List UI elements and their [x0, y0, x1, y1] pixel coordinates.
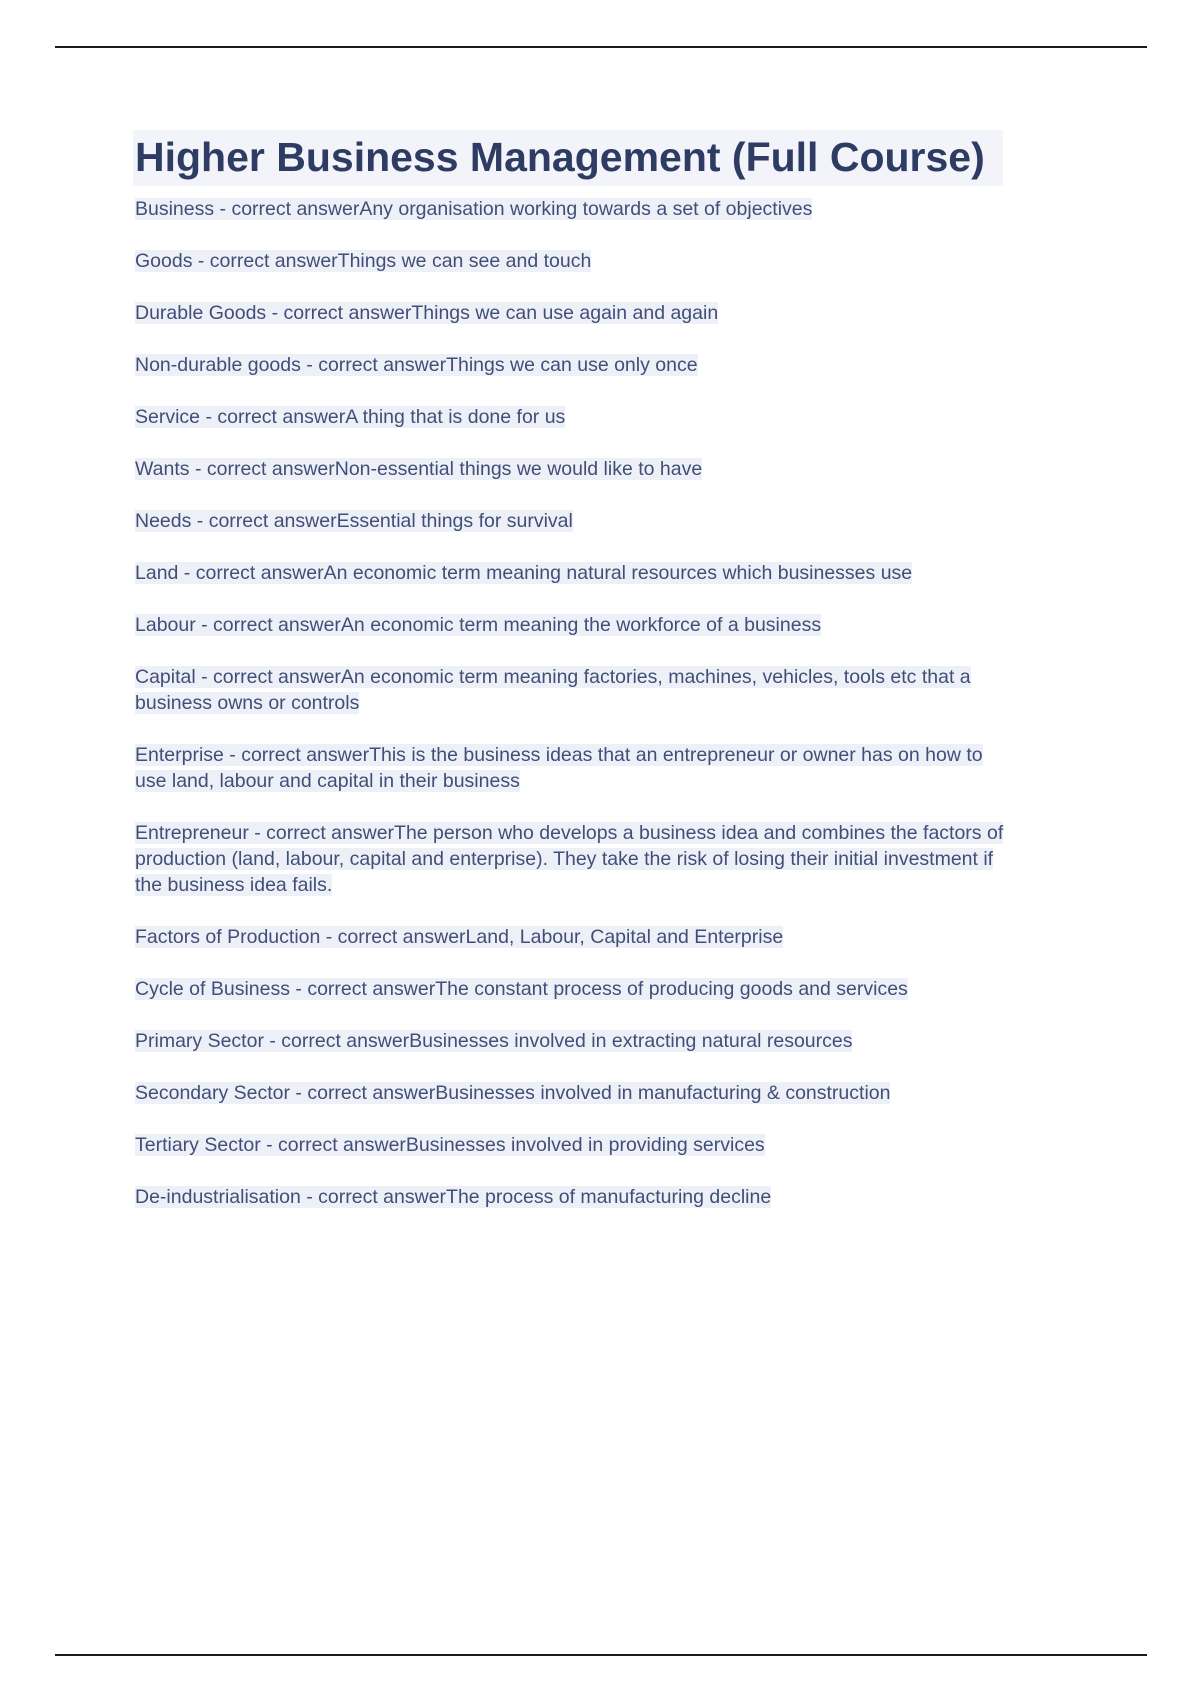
correct-answer-separator: - correct answer — [300, 354, 447, 377]
definition: This is the business ideas that an entrepreneur or owner has on how to use land, labour and capital in their business — [135, 744, 983, 793]
term: Wants — [135, 458, 190, 481]
term-definition-item — [135, 352, 1007, 378]
term-definition-item — [135, 196, 1007, 222]
highlighted-text — [135, 354, 698, 376]
definition: Businesses involved in providing services — [405, 1134, 765, 1157]
term: Durable Goods — [135, 302, 267, 325]
highlighted-text — [135, 1082, 890, 1104]
term: Business — [135, 198, 215, 221]
term-definition-item — [135, 456, 1007, 482]
highlighted-text — [135, 562, 912, 584]
highlighted-text — [135, 614, 821, 636]
term: De-industrialisation — [135, 1186, 301, 1209]
highlighted-text — [135, 458, 702, 480]
correct-answer-separator: - correct answer — [195, 614, 341, 637]
highlighted-text — [135, 1134, 765, 1156]
term-definition-item — [135, 1132, 1007, 1158]
correct-answer-separator: - correct answer — [248, 822, 395, 845]
term-definition-item — [135, 976, 1007, 1002]
term: Factors of Production — [135, 926, 321, 949]
term: Needs — [135, 510, 192, 533]
definition: Things we can use again and again — [411, 302, 719, 325]
top-rule — [55, 46, 1147, 48]
highlighted-text — [135, 302, 718, 324]
term-definition-item — [135, 612, 1007, 638]
correct-answer-separator: - correct answer — [320, 926, 466, 949]
term: Land — [135, 562, 179, 585]
definition: Non-essential things we would like to have — [334, 458, 703, 481]
definition: An economic term meaning factories, machines, vehicles, tools etc that a business owns or controls — [135, 666, 971, 715]
definition: Businesses involved in manufacturing & construction — [435, 1082, 891, 1105]
correct-answer-separator: - correct answer — [300, 1186, 447, 1209]
correct-answer-separator: - correct answer — [290, 1082, 436, 1105]
term-definition-item — [135, 924, 1007, 950]
term-list — [135, 196, 1007, 1210]
term-definition-item — [135, 1028, 1007, 1054]
definition: An economic term meaning natural resources which businesses use — [323, 562, 913, 585]
bottom-rule — [55, 1654, 1147, 1656]
correct-answer-separator: - correct answer — [178, 562, 324, 585]
term: Cycle of Business — [135, 978, 290, 1001]
definition: Businesses involved in extracting natural resources — [409, 1030, 853, 1053]
definition: Any organisation working towards a set of objectives — [359, 198, 813, 221]
highlighted-text — [135, 406, 565, 428]
term: Entrepreneur — [135, 822, 249, 845]
term: Capital — [135, 666, 196, 689]
term-definition-item — [135, 300, 1007, 326]
term-definition-item — [135, 1184, 1007, 1210]
definition: Things we can see and touch — [337, 250, 592, 273]
highlighted-text — [135, 1186, 771, 1208]
term-definition-item — [135, 742, 1007, 794]
definition: The person who develops a business idea and combines the factors of production (land, labour, capital and enterprise). They take the risk of losing their initial investment if the business idea fails. — [135, 822, 1004, 897]
definition: Essential things for survival — [336, 510, 573, 533]
page-title: Higher Business Management (Full Course) — [133, 130, 1003, 186]
term-definition-item — [135, 1080, 1007, 1106]
highlighted-text — [135, 1030, 852, 1052]
highlighted-text — [135, 510, 573, 532]
highlighted-text — [135, 926, 783, 948]
definition: Land, Labour, Capital and Enterprise — [465, 926, 784, 949]
correct-answer-separator: - correct answer — [260, 1134, 406, 1157]
correct-answer-separator: - correct answer — [214, 198, 360, 221]
term-definition-item — [135, 820, 1007, 898]
correct-answer-separator: - correct answer — [200, 406, 346, 429]
term: Service — [135, 406, 201, 429]
term: Primary Sector — [135, 1030, 264, 1053]
term: Secondary Sector — [135, 1082, 291, 1105]
correct-answer-separator: - correct answer — [191, 510, 337, 533]
term: Enterprise — [135, 744, 224, 767]
highlighted-text — [135, 198, 812, 220]
term: Non-durable goods — [135, 354, 301, 377]
definition: A thing that is done for us — [345, 406, 566, 429]
term: Tertiary Sector — [135, 1134, 261, 1157]
definition: An economic term meaning the workforce of a business — [340, 614, 822, 637]
correct-answer-separator: - correct answer — [289, 978, 436, 1001]
highlighted-text — [135, 978, 908, 1000]
definition: Things we can use only once — [446, 354, 698, 377]
highlighted-text — [135, 666, 971, 714]
highlighted-text — [135, 250, 591, 272]
correct-answer-separator: - correct answer — [266, 302, 412, 325]
correct-answer-separator: - correct answer — [223, 744, 370, 767]
document-content — [135, 130, 1007, 1236]
highlighted-text — [135, 822, 1003, 896]
correct-answer-separator: - correct answer — [195, 666, 341, 689]
term-definition-item — [135, 508, 1007, 534]
term-definition-item — [135, 404, 1007, 430]
correct-answer-separator: - correct answer — [189, 458, 335, 481]
term: Labour — [135, 614, 196, 637]
definition: The constant process of producing goods and services — [435, 978, 908, 1001]
term-definition-item — [135, 560, 1007, 586]
term-definition-item — [135, 664, 1007, 716]
term-definition-item — [135, 248, 1007, 274]
correct-answer-separator: - correct answer — [192, 250, 338, 273]
term: Goods — [135, 250, 193, 273]
highlighted-text — [135, 744, 983, 792]
correct-answer-separator: - correct answer — [263, 1030, 410, 1053]
definition: The process of manufacturing decline — [446, 1186, 772, 1209]
